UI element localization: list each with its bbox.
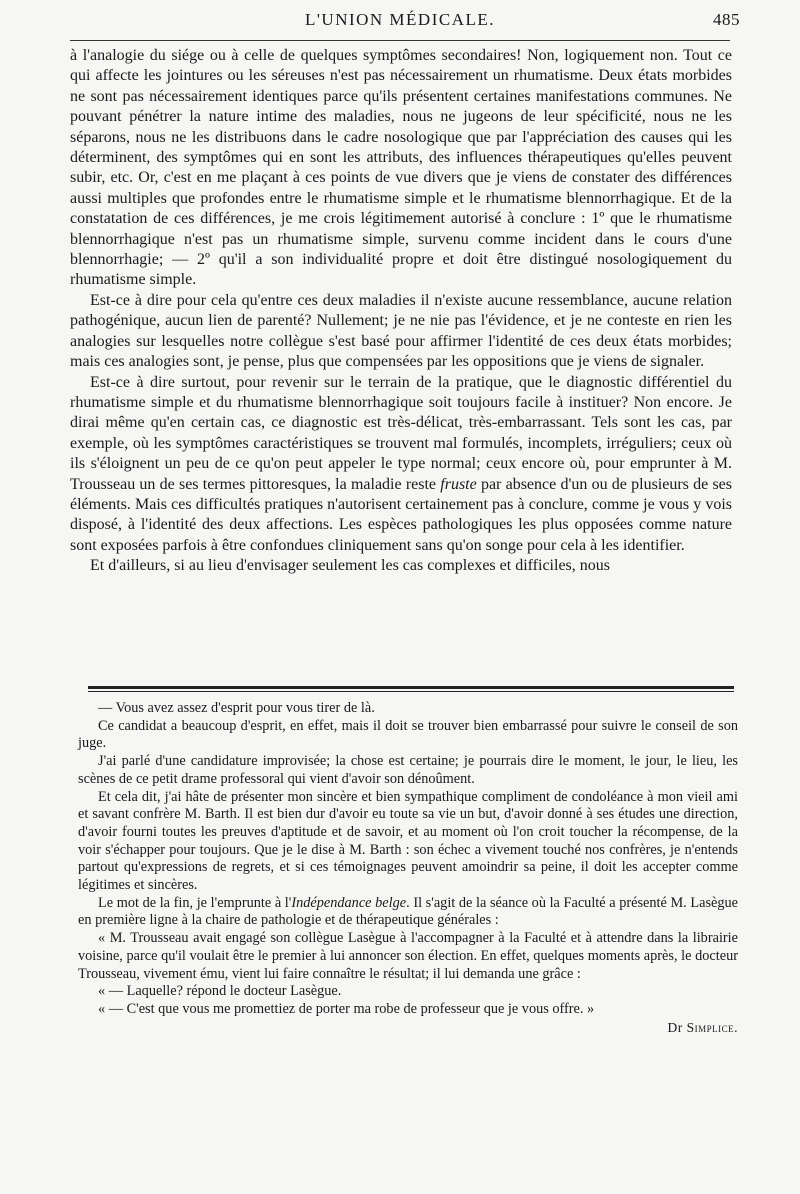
- article-paragraph-text: Est-ce à dire surtout, pour revenir sur le terrain de la pratique, que le diagnostic différentiel du rhumatisme simple et du rhumatisme blennorrhagique soit toujours facile à instituer? Non encore. Je dirai même qu'en certain cas, ce diagnostic est très-délicat, très-embarrassant. Tels sont les cas, par exemple, où les symptômes caractéristiques se trouvent mal formulés, incomplets, irréguliers; ceux où ils s'éloignent un peu de ce qu'on peut appeler le type normal; ceux encore où, pour emprunter à M. Trousseau un de ses termes pittoresques, la maladie reste: [70, 373, 732, 493]
- header-rule: [70, 40, 730, 41]
- article-paragraph-text: par absence d'un ou de plusieurs de ses éléments. Mais ces difficultés pratiques n'autorisent certainement pas à conclure, comme je vous y vois disposé, à l'identité des deux affections. Les espèces pathologiques les plus opposées comme nature sont exposées parfois à être confondues cliniquement sans qu'on songe pour cela à les identifier.: [70, 475, 733, 554]
- article-paragraph: [70, 373, 732, 557]
- feuilleton-text: . Il s'agit de la séance où la Faculté a présenté M. Lasègue en première ligne à la chaire de pathologie et de thérapeutique générales :: [78, 894, 739, 929]
- signature: [78, 1019, 738, 1037]
- article-paragraph: à l'analogie du siége ou à celle de quelques symptômes secondaires! Non, logiquement non. Tout ce qui affecte les jointures ou les séreuses n'est pas nécessairement un rhumatisme. Deux états morbides ne sont pas nécessairement identiques parce qu'ils présentent certaines manifestations communes. Ne pouvant pénétrer la nature intime des maladies, nous ne jugeons de leur spécificité, nous ne les séparons, nous ne les distribuons dans le cadre nosologique que par l'appréciation des causes qui les déterminent, des symptômes qui en sont les attributs, des influences thérapeutiques qu'elles peuvent subir, etc. Or, c'est en me plaçant à ces points de vue divers que je viens de constater des différences aussi multiples que profondes entre le rhumatisme simple et le rhumatisme blennorrhagique. Et de la constatation de ces différences, je me crois légitimement autorisé à conclure : 1º que le rhumatisme blennorrhagique n'est pas un rhumatisme simple, survenu comme incident dans le cours d'une blennorrhagie; — 2º qu'il a son individualité propre et doit être distingué nosologiquement du rhumatisme simple.: [70, 47, 732, 289]
- feuilleton-separator: [88, 686, 734, 692]
- italic-term: fruste: [440, 475, 477, 493]
- signature-name: Simplice.: [686, 1019, 738, 1035]
- feuilleton-dialogue: « — C'est que vous me promettiez de porter ma robe de professeur que je vous offre. »: [98, 1000, 595, 1017]
- signature-prefix: Dr: [667, 1019, 687, 1035]
- article-paragraph: Est-ce à dire pour cela qu'entre ces deux maladies il n'existe aucune ressemblance, aucune relation pathogénique, aucun lien de parenté? Nullement; je ne nie pas l'évidence, et je ne conteste en rien les analogies sur lesquelles notre collègue s'est basé pour affirmer l'identité de ces deux états morbides; mais ces analogies sont, je pense, plus que compensées par les oppositions que je viens de signaler.: [70, 291, 732, 371]
- journal-title: L'UNION MÉDICALE.: [304, 10, 496, 29]
- page-number: 485: [713, 10, 740, 29]
- article-paragraph: Et d'ailleurs, si au lieu d'envisager seulement les cas complexes et difficiles, nous: [90, 557, 610, 575]
- feuilleton-paragraph: Ce candidat a beaucoup d'esprit, en effet, mais il doit se trouver bien embarrassé pour suivre le conseil de son juge.: [78, 717, 738, 752]
- feuilleton-paragraph: — Vous avez assez d'esprit pour vous tirer de là.: [98, 700, 375, 716]
- feuilleton: [78, 700, 738, 1036]
- newspaper-name: Indépendance belge: [291, 894, 407, 911]
- feuilleton-paragraph: [78, 895, 738, 930]
- feuilleton-paragraph: Et cela dit, j'ai hâte de présenter mon sincère et bien sympathique compliment de condoléance à mon vieil ami et savant confrère M. Barth. Il est bien dur d'avoir eu toute sa vie un but, d'avoir donné à ses études une direction, d'avoir fourni toutes les preuves d'aptitude et de savoir, et au moment où l'on croit toucher la récompense, de la voir s'échapper pour toujours. Que je le dise à M. Barth : son échec a vivement touché nos confrères, je n'entends partout qu'expressions de regrets, et si ces témoignages peuvent amoindrir sa peine, il doit les accepter comme légitimes et sincères.: [78, 788, 738, 894]
- main-article: [70, 46, 732, 577]
- feuilleton-quote: « M. Trousseau avait engagé son collègue Lasègue à l'accompagner à la Faculté et à attendre dans la librairie voisine, parce qu'il voulait être le premier à lui annoncer son élection. En effet, quelques moments après, le docteur Trousseau, vivement ému, vient lui faire connaître le résultat; il lui demanda une grâce :: [78, 930, 738, 982]
- feuilleton-paragraph: J'ai parlé d'une candidature improvisée; la chose est certaine; je pourrais dire le moment, le jour, le lieu, les scènes de ce petit drame professoral qui vient d'avoir son dénoûment.: [78, 753, 738, 787]
- running-head: [60, 6, 740, 36]
- feuilleton-dialogue: « — Laquelle? répond le docteur Lasègue.: [98, 983, 342, 1000]
- feuilleton-text: Le mot de la fin, je l'emprunte à l': [98, 894, 292, 911]
